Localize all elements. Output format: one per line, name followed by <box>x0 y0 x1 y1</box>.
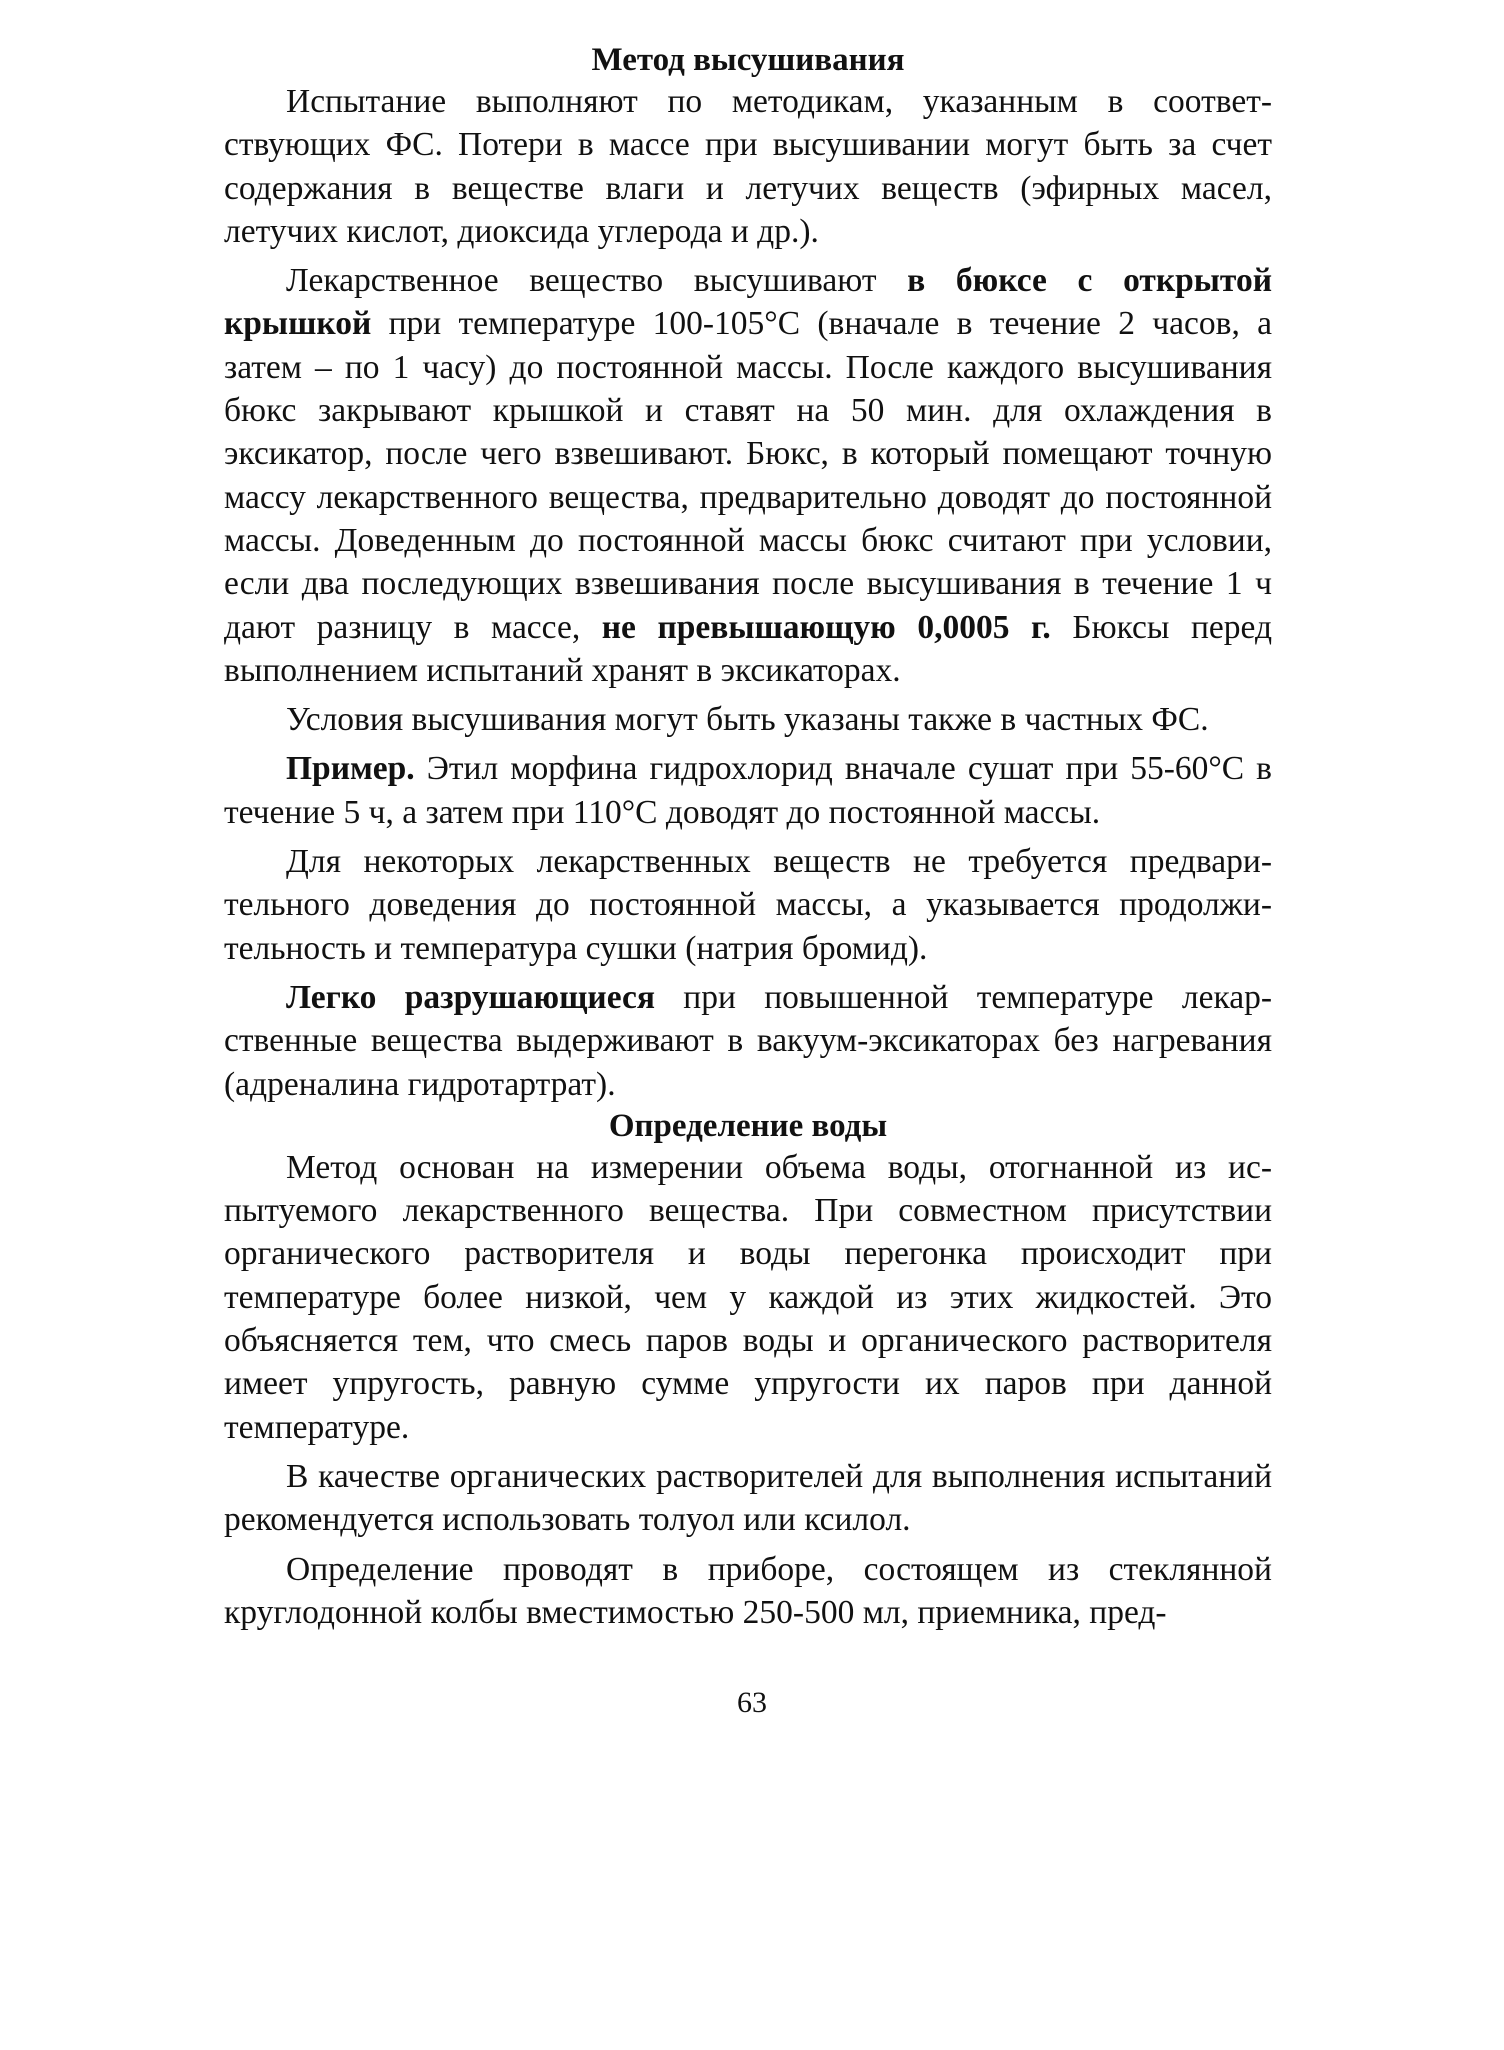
paragraph-solvents: В качестве органических растворителей для выполнения испытаний рекомендуется использовать толуол или ксилол. <box>224 1457 1272 1539</box>
bold-run: Легко разрушающиеся <box>286 978 655 1016</box>
paragraph-drying-conditions: Условия высушивания могут быть указаны также в частных ФС. <box>286 701 1209 739</box>
page-text <box>224 40 1272 1634</box>
text-run: при температуре 100-105°С (вначале в течение 2 часов, а затем – по 1 часу) до постоянной массы. После каждого высушивания бюкс закрывают крышкой и ставят на 50 мин. для охлаждения в эксикатор, после чего взвешивают. Бюкс, в который помещают точную массу лекарственного вещества, предварительно доводят до постоянной массы. Доведенным до постоянной массы бюкс считают при условии, если два последующих взвешивания после высушивания в течение 1 ч дают разницу в массе, <box>224 305 1272 646</box>
heading-drying-method: Метод высушивания <box>591 42 905 78</box>
paragraph-drying-intro: Испытание выполняют по методикам, указанным в соответствующих ФС. Потери в массе при высушивании могут быть за счет содержания в веществе влаги и летучих веществ (эфирных масел, летучих кислот, диоксида углерода и др.). <box>224 83 1272 250</box>
bold-run: в бюксе с открытой крышкой <box>224 262 1272 343</box>
heading-water-determination: Определение воды <box>608 1107 888 1144</box>
text-run: при повышенной температуре лекарственные вещества выдерживают в вакуум-эксикаторах без нагревания (адреналина гидротартрат). <box>224 978 1272 1103</box>
paragraph-drying-procedure <box>224 259 1272 692</box>
text-run: Этил морфина гидрохлорид вначале сушат при 55-60°С в течение 5 ч, а затем при 110°С доводят до постоянной массы. <box>224 750 1272 831</box>
paragraph-water-method: Метод основан на измерении объема воды, отогнанной из испытуемого лекарственного вещества. При совместном присутствии органического растворителя и воды перегонка происходит при температуре более низкой, чем у каждой из этих жидкостей. Это объясняется тем, что смесь паров воды и органического растворителя имеет упругость, равную сумме упругости их паров при данной температуре. <box>224 1148 1272 1446</box>
bold-run: не превышающую 0,0005 г. <box>601 608 1051 646</box>
paragraph-example <box>224 747 1272 834</box>
paragraph-easily-degraded <box>224 976 1272 1106</box>
text-run: Лекарственное вещество высушивают <box>286 262 908 300</box>
page-number: 63 <box>737 1686 767 1719</box>
text-run: Бюксы перед выполнением испытаний хранят в эксикаторах. <box>224 608 1272 689</box>
bold-run: Пример. <box>286 750 415 788</box>
paragraph-apparatus: Определение проводят в приборе, состоящем из стеклянной круглодонной колбы вместимостью 250-500 мл, приемника, пред- <box>224 1550 1272 1631</box>
paragraph-no-constant-mass: Для некоторых лекарственных веществ не требуется предварительного доведения до постоянной массы, а указывается продолжительность и температура сушки (натрия бромид). <box>224 843 1272 967</box>
